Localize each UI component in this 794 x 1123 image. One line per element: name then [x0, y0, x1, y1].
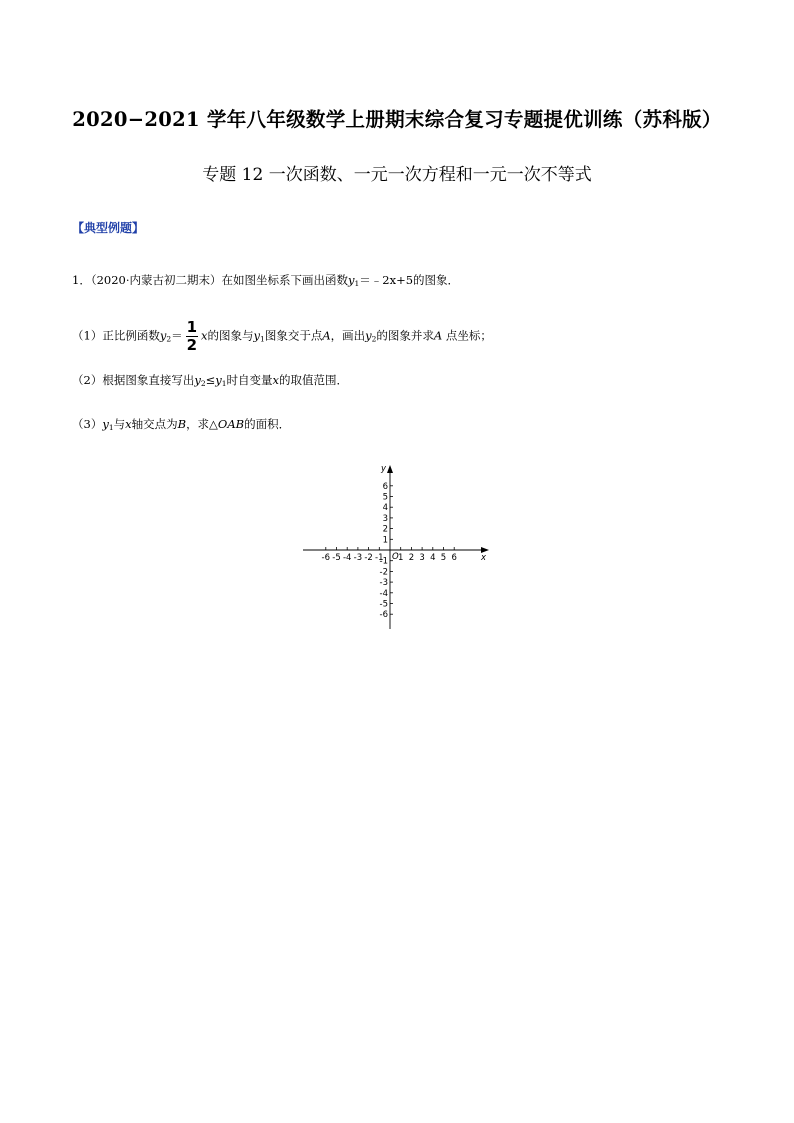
problem-part-1: （1）正比例函数$y_2=$ $\frac{1}{2}$ x的图象与$y_1$图象交于点A，画出$y_2$的图象并求A 点坐标； [72, 318, 492, 354]
problem-part-2: （2）根据图象直接写出$y_2\le y_1$时自变量x的取值范围． [72, 373, 349, 388]
y-tick-label: -5 [379, 599, 388, 610]
problem-source: （2020·内蒙古初二期末） [90, 273, 222, 287]
problem-part-3: $(3)y_1$与x轴交点为B，求△OAB的面积． [72, 417, 291, 432]
x-tick-label: 1 [397, 553, 404, 563]
y-tick-label: -6 [379, 610, 388, 621]
x-tick-label: 6 [451, 553, 457, 563]
problem-stem: 1．（2020·内蒙古初二期末）在如图坐标系下画出函数$y_1=﹣2x+5$的图象． [72, 273, 460, 288]
x-tick-label: 3 [419, 553, 425, 563]
x-axis-label: x [481, 553, 487, 563]
y-tick-label: 2 [382, 524, 388, 535]
x-tick-label: -5 [332, 553, 341, 563]
document-title: 2020−2021 学年八年级数学上册期末综合复习专题提优训练（苏科版） [72, 108, 722, 131]
y-tick-label: -3 [379, 578, 388, 589]
x-tick-label: 4 [430, 553, 436, 563]
function-expression: ＝﹣2x+5 [359, 273, 414, 287]
coordinate-plane [298, 462, 494, 634]
section-header: 【典型例题】 [72, 221, 145, 235]
origin-label: O [392, 552, 399, 562]
y-tick-label: 4 [382, 503, 388, 514]
x-tick-label: -1 [375, 553, 384, 563]
y-tick-label: 3 [382, 513, 388, 524]
x-tick-label: 5 [440, 553, 447, 563]
y-tick-label: -4 [379, 588, 388, 599]
y-tick-label: 1 [382, 535, 388, 546]
x-tick-label: -3 [353, 553, 363, 563]
x-tick-label: -6 [321, 553, 331, 563]
tick-marks [322, 482, 457, 620]
x-tick-label: -2 [364, 553, 373, 563]
y-tick-label: -1 [379, 556, 388, 567]
fraction: $\frac{1}{2}$ [186, 318, 198, 354]
x-tick-label: 2 [408, 553, 415, 563]
document-subtitle: 专题 12 一次函数、一元一次方程和一元一次不等式 [202, 165, 592, 185]
y-tick-label: -2 [379, 567, 388, 578]
y-tick-label: 6 [382, 481, 388, 492]
y-axis-label: y [381, 464, 387, 474]
problem-number: 1． [72, 273, 91, 287]
y-axis-arrow [387, 465, 393, 473]
y-tick-label: 5 [382, 492, 388, 503]
x-tick-label: -4 [342, 553, 352, 563]
